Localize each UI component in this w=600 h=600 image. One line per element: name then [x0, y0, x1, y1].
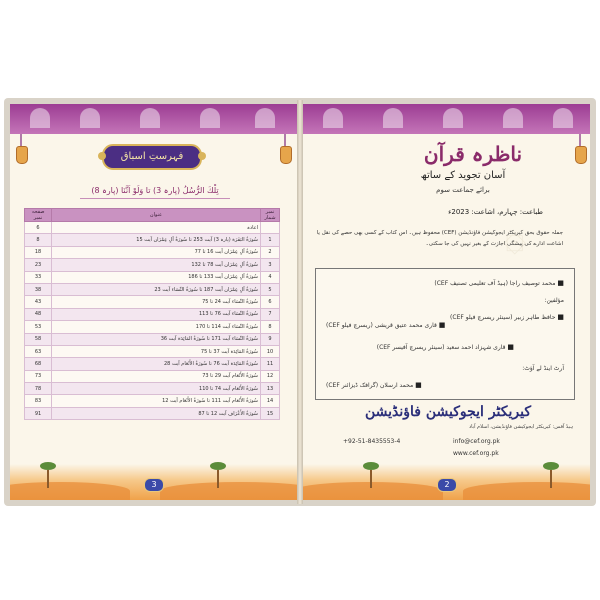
organization-name: کیریکٹر ایجوکیشن فاؤنڈیشن	[364, 404, 532, 420]
table-row	[25, 395, 280, 407]
toc-page-number: 8	[25, 234, 52, 246]
toc-serial-number: 8	[261, 321, 280, 333]
table-row	[25, 321, 280, 333]
toc-page-number: 43	[25, 296, 52, 308]
toc-serial-number: 13	[261, 383, 280, 395]
toc-lesson-title: سُورَةُ المَائِدَة آیت 76 تا سُورَةُ الأَنْعَام آیت 28	[52, 358, 261, 370]
toc-page-number: 91	[25, 407, 52, 419]
toc-lesson-title: سُورَةُ البَقَرَة (پارہ 3) آیت 253 تا سُورَةُ آلِ عِمْرَان آیت 15	[52, 234, 261, 246]
toc-serial-number: 12	[261, 370, 280, 382]
credit-reviewers-label: مؤلفین:	[544, 297, 564, 304]
toc-page-number: 18	[25, 246, 52, 258]
left-page	[10, 104, 297, 500]
toc-serial-number: 5	[261, 283, 280, 295]
credit-reviewer-1: ■ حافظ طاہر زبیر (سینئر ریسرچ فیلو CEF)	[450, 313, 564, 321]
lantern-icon	[575, 134, 585, 164]
lantern-icon	[16, 134, 26, 164]
toc-lesson-title: سُورَةُ الأَنْعَام آیت 29 تا 73	[52, 370, 261, 382]
dune-shape	[160, 482, 297, 500]
toc-serial-number: 9	[261, 333, 280, 345]
book-title: ناظرہ قرآن	[423, 142, 523, 166]
col-header-page: صفحہ نمبر	[25, 209, 52, 222]
toc-banner	[102, 144, 202, 170]
toc-lesson-title: سُورَةُ آلِ عِمْرَان آیت 78 تا 132	[52, 259, 261, 271]
toc-lesson-title: سُورَةُ آلِ عِمْرَان آیت 187 تا سُورَةُ النِّسَاء آیت 23	[52, 283, 261, 295]
toc-serial-number: 11	[261, 358, 280, 370]
arch-ornament	[383, 108, 403, 128]
copyright-notice: جملہ حقوق بحق کیریکٹر ایجوکیشن فاؤنڈیشن (CEF) محفوظ ہیں۔ اس کتاب کے کسی بھی حصے کی نقل یا اشاعت ادارے کی پیشگی اجازت کے بغیر نہیں کی جا سکتی۔	[316, 230, 563, 247]
credit-art-label: آرٹ اینڈ لے آؤٹ:	[522, 365, 564, 372]
table-row	[25, 246, 280, 258]
table-row	[25, 271, 280, 283]
organization-address: ہیڈ آفس: کیریکٹر ایجوکیشن فاؤنڈیشن، اسلام آباد	[468, 424, 573, 430]
arch-ornament	[255, 108, 275, 128]
toc-serial-number: 10	[261, 345, 280, 357]
toc-lesson-title: سُورَةُ آلِ عِمْرَان آیت 16 تا 77	[52, 246, 261, 258]
toc-page-number: 23	[25, 259, 52, 271]
arch-ornament	[503, 108, 523, 128]
arch-ornament	[140, 108, 160, 128]
arch-ornament	[443, 108, 463, 128]
lantern-icon	[280, 134, 290, 164]
table-row	[25, 259, 280, 271]
col-header-title: عنوان	[52, 209, 261, 222]
toc-serial-number: 4	[261, 271, 280, 283]
toc-lesson-title: سُورَةُ آلِ عِمْرَان آیت 133 تا 186	[52, 271, 261, 283]
toc-serial-number: 1	[261, 234, 280, 246]
contact-phone: +92-51-8435553-4	[343, 438, 401, 445]
toc-page-number: 48	[25, 308, 52, 320]
table-row	[25, 407, 280, 419]
page-number-badge: 3	[144, 478, 164, 492]
table-row	[25, 370, 280, 382]
toc-page-number: 53	[25, 321, 52, 333]
palm-tree-icon	[210, 462, 226, 488]
credits-box	[315, 268, 575, 400]
dune-shape	[463, 482, 590, 500]
toc-serial-number: 7	[261, 308, 280, 320]
toc-serial-number: 14	[261, 395, 280, 407]
toc-lesson-title: سُورَةُ النِّسَاء آیت 114 تا 170	[52, 321, 261, 333]
arch-ornament	[200, 108, 220, 128]
dune-shape	[10, 482, 130, 500]
decorative-top-band	[303, 104, 590, 134]
table-of-contents	[24, 208, 280, 420]
table-row	[25, 308, 280, 320]
table-row	[25, 383, 280, 395]
toc-serial-number: 3	[261, 259, 280, 271]
toc-page-number: 68	[25, 358, 52, 370]
credit-reviewer-2: ■ قاری محمد عتیق قریشی (ریسرچ فیلو CEF)	[326, 321, 446, 329]
toc-lesson-title: سُورَةُ المَائِدَة آیت 37 تا 75	[52, 345, 261, 357]
contact-email: info@cef.org.pk	[453, 438, 500, 445]
toc-serial-number: 15	[261, 407, 280, 419]
arch-ornament	[30, 108, 50, 128]
decorative-top-band	[10, 104, 297, 134]
flourish-icon	[198, 152, 206, 160]
toc-lesson-title: سُورَةُ الأَنْعَام آیت 111 تا سُورَةُ الأَنْعَام آیت 12	[52, 395, 261, 407]
toc-lesson-title: سُورَةُ النِّسَاء آیت 76 تا 113	[52, 308, 261, 320]
credit-reviewer-3: ■ قاری شہزاد احمد سعید (سینئر ریسرچ آفیسر CEF)	[376, 343, 514, 351]
toc-page-number: 58	[25, 333, 52, 345]
toc-lesson-title: سُورَةُ النِّسَاء آیت 24 تا 75	[52, 296, 261, 308]
toc-lesson-title: سُورَةُ الأَنْعَام آیت 74 تا 110	[52, 383, 261, 395]
palm-tree-icon	[40, 462, 56, 488]
arch-ornament	[553, 108, 573, 128]
toc-page-number: 78	[25, 383, 52, 395]
palm-tree-icon	[543, 462, 559, 488]
toc-page-number: 6	[25, 222, 52, 234]
table-row	[25, 283, 280, 295]
table-row	[25, 234, 280, 246]
arch-ornament	[80, 108, 100, 128]
toc-page-number: 73	[25, 370, 52, 382]
palm-tree-icon	[363, 462, 379, 488]
toc-banner-title: فہرستِ اسباق	[120, 151, 184, 162]
table-row	[25, 222, 280, 234]
toc-lesson-title: اعادہ	[52, 222, 261, 234]
toc-page-number: 33	[25, 271, 52, 283]
col-header-no: نمبر شمار	[261, 209, 280, 222]
right-page	[303, 104, 590, 500]
arch-ornament	[323, 108, 343, 128]
flourish-icon	[98, 152, 106, 160]
credit-author: ■ محمد توصیف راجا (ہیڈ آف تعلیمی تصنیف CEF)	[434, 279, 564, 287]
section-heading: تِلْكَ الرُّسُلُ (پارہ 3) تا وَلَوْ اَنَّنَا (پارہ 8)	[80, 184, 230, 199]
watermark-ornament: ۞	[503, 214, 527, 260]
contact-website: www.cef.org.pk	[453, 450, 499, 457]
toc-serial-number: 6	[261, 296, 280, 308]
table-row	[25, 358, 280, 370]
table-row	[25, 345, 280, 357]
credit-art: ■ محمد ارسلان (گرافک ڈیزائنر CEF)	[326, 381, 422, 389]
page-number-badge: 2	[437, 478, 457, 492]
toc-lesson-title: سُورَةُ النِّسَاء آیت 171 تا سُورَةُ المَائِدَة آیت 36	[52, 333, 261, 345]
toc-page-number: 63	[25, 345, 52, 357]
toc-serial-number: 2	[261, 246, 280, 258]
book-subtitle: آسان تجوید کے ساتھ	[420, 170, 506, 181]
edition-info: طباعت: چہارم، اشاعت: 2023ء	[448, 208, 543, 216]
table-row	[25, 333, 280, 345]
toc-serial-number	[261, 222, 280, 234]
table-row	[25, 296, 280, 308]
grade-label: برائے جماعت سوم	[436, 186, 490, 194]
toc-page-number: 83	[25, 395, 52, 407]
toc-page-number: 38	[25, 283, 52, 295]
toc-lesson-title: سُورَةُ الأَعْرَاف آیت 12 تا 87	[52, 407, 261, 419]
